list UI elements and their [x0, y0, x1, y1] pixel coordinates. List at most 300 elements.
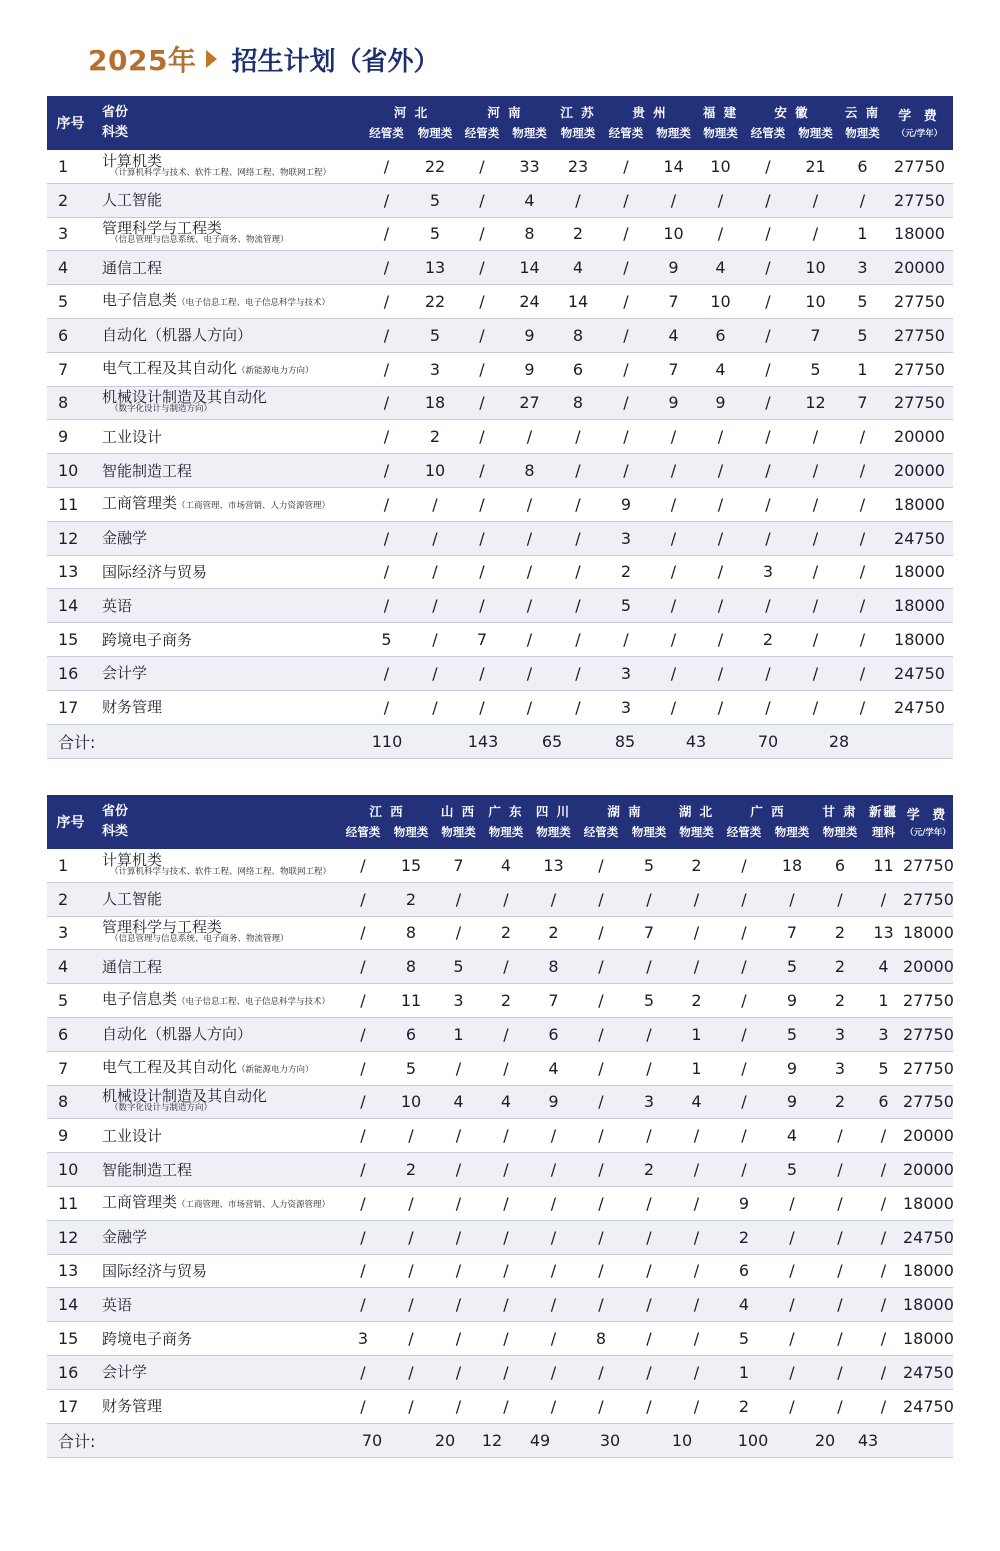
- total-value: 143: [467, 731, 499, 751]
- quota-cell: /: [768, 1288, 816, 1322]
- quota-cell: /: [697, 217, 744, 251]
- quota-cell: 4: [650, 318, 697, 352]
- quota-cell: /: [673, 1355, 720, 1389]
- row-fee: 24750: [886, 521, 953, 555]
- header-kind: 物理类: [703, 126, 738, 140]
- table-row: [47, 690, 953, 724]
- quota-cell: 6: [387, 1017, 435, 1051]
- row-seq: 14: [47, 589, 94, 623]
- subject-name: 电气工程及其自动化: [102, 1057, 238, 1076]
- quota-cell: 2: [625, 1153, 673, 1187]
- subject-name: 跨境电子商务: [102, 1329, 193, 1348]
- header-province-label: 省份: [102, 804, 129, 819]
- row-fee: 20000: [903, 1119, 953, 1153]
- quota-cell: /: [864, 1254, 903, 1288]
- quota-cell: /: [744, 183, 792, 217]
- quota-cell: /: [505, 555, 554, 589]
- quota-cell: /: [435, 916, 482, 950]
- subject-name: 电气工程及其自动化: [102, 358, 238, 377]
- header-col-5: [602, 96, 668, 150]
- quota-cell: /: [768, 1254, 816, 1288]
- quota-cell: /: [554, 487, 602, 521]
- quota-cell: /: [505, 690, 554, 724]
- quota-cell: 5: [362, 623, 411, 657]
- quota-cell: 3: [864, 1017, 903, 1051]
- quota-cell: /: [577, 1051, 625, 1085]
- quota-cell: /: [650, 555, 697, 589]
- quota-cell: 3: [625, 1085, 673, 1119]
- header-col-7: [697, 96, 744, 150]
- quota-cell: 2: [720, 1389, 768, 1423]
- quota-cell: /: [697, 555, 744, 589]
- total-value: 70: [757, 731, 779, 751]
- quota-cell: 3: [602, 656, 650, 690]
- row-fee: 20000: [886, 251, 953, 285]
- quota-cell: /: [339, 1355, 387, 1389]
- row-subject: [94, 1389, 339, 1423]
- quota-cell: /: [673, 1220, 720, 1254]
- header-province: 湖 南: [607, 804, 643, 819]
- header-seq: 序号: [47, 795, 94, 849]
- subject-name: 机械设计制造及其自动化: [102, 1087, 268, 1106]
- quota-cell: /: [435, 1220, 482, 1254]
- quota-cell: /: [459, 454, 505, 488]
- quota-cell: /: [720, 882, 768, 916]
- table-row: [47, 1153, 953, 1187]
- quota-cell: /: [625, 1186, 673, 1220]
- quota-cell: 10: [387, 1085, 435, 1119]
- header-kind: 物理类: [560, 126, 596, 140]
- quota-cell: /: [768, 1220, 816, 1254]
- header-province: 湖 北: [678, 804, 715, 819]
- quota-cell: /: [602, 386, 650, 420]
- header-kind: 经管类: [608, 126, 644, 140]
- quota-cell: /: [792, 183, 839, 217]
- quota-cell: /: [768, 1389, 816, 1423]
- header-category-label: 科类: [102, 125, 129, 140]
- header-kind: 物理类: [679, 825, 714, 839]
- row-subject: [94, 623, 362, 657]
- row-subject: [94, 1355, 339, 1389]
- quota-cell: /: [530, 1254, 577, 1288]
- quota-cell: 15: [387, 849, 435, 882]
- quota-cell: /: [339, 849, 387, 882]
- quota-cell: /: [554, 656, 602, 690]
- quota-cell: /: [482, 1322, 530, 1356]
- quota-cell: /: [650, 656, 697, 690]
- quota-cell: 22: [411, 285, 459, 319]
- quota-cell: /: [339, 1389, 387, 1423]
- row-seq: 12: [47, 1220, 94, 1254]
- quota-cell: 9: [697, 386, 744, 420]
- row-subject: [94, 1051, 339, 1085]
- row-fee: 27750: [903, 849, 953, 882]
- quota-cell: /: [792, 487, 839, 521]
- row-seq: 16: [47, 656, 94, 690]
- row-fee: 27750: [903, 1085, 953, 1119]
- quota-cell: 2: [673, 984, 720, 1018]
- header-col-4: [530, 795, 577, 849]
- row-subject: [94, 487, 362, 521]
- quota-cell: 5: [602, 589, 650, 623]
- quota-cell: 6: [530, 1017, 577, 1051]
- quota-cell: 2: [482, 984, 530, 1018]
- quota-cell: 4: [697, 352, 744, 386]
- enrollment-table-1: [47, 96, 953, 759]
- subject-name: 金融学: [102, 1228, 148, 1247]
- row-fee: 24750: [903, 1220, 953, 1254]
- row-seq: 13: [47, 555, 94, 589]
- header-province: 福 建: [702, 105, 739, 120]
- quota-cell: /: [459, 217, 505, 251]
- quota-cell: /: [435, 1186, 482, 1220]
- quota-cell: 2: [744, 623, 792, 657]
- quota-cell: /: [482, 1119, 530, 1153]
- quota-cell: 9: [602, 487, 650, 521]
- quota-cell: /: [554, 521, 602, 555]
- quota-cell: 1: [673, 1051, 720, 1085]
- header-kind: 物理类: [393, 825, 429, 839]
- quota-cell: /: [362, 217, 411, 251]
- quota-cell: 10: [411, 454, 459, 488]
- quota-cell: /: [602, 183, 650, 217]
- row-subject: [94, 420, 362, 454]
- row-seq: 5: [47, 285, 94, 319]
- quota-cell: 4: [435, 1085, 482, 1119]
- quota-cell: 11: [387, 984, 435, 1018]
- quota-cell: /: [362, 487, 411, 521]
- header-province: 云 南: [844, 105, 881, 120]
- quota-cell: /: [411, 690, 459, 724]
- quota-cell: /: [411, 623, 459, 657]
- quota-cell: /: [577, 1085, 625, 1119]
- header-subject: [94, 96, 362, 150]
- row-seq: 6: [47, 1017, 94, 1051]
- quota-cell: 2: [720, 1220, 768, 1254]
- quota-cell: 5: [720, 1322, 768, 1356]
- header-col-5: [577, 795, 643, 849]
- quota-cell: /: [339, 950, 387, 984]
- quota-cell: 4: [697, 251, 744, 285]
- subject-name: 金融学: [102, 529, 148, 548]
- quota-cell: /: [625, 1355, 673, 1389]
- quota-cell: /: [362, 150, 411, 183]
- quota-cell: /: [744, 318, 792, 352]
- quota-cell: /: [697, 183, 744, 217]
- quota-cell: 2: [387, 882, 435, 916]
- row-seq: 10: [47, 454, 94, 488]
- quota-cell: 3: [435, 984, 482, 1018]
- quota-cell: /: [362, 285, 411, 319]
- subject-name: 会计学: [102, 664, 148, 683]
- quota-cell: /: [744, 690, 792, 724]
- header-kind: 物理类: [774, 825, 810, 839]
- quota-cell: 3: [602, 521, 650, 555]
- quota-cell: /: [768, 1322, 816, 1356]
- page-title: [88, 38, 439, 80]
- quota-cell: 2: [673, 849, 720, 882]
- row-fee: 18000: [903, 1186, 953, 1220]
- header-province: 山 西: [440, 804, 477, 819]
- header-province: 江 西: [369, 804, 405, 819]
- quota-cell: 8: [577, 1322, 625, 1356]
- quota-cell: /: [650, 420, 697, 454]
- title-text: 招生计划（省外）: [231, 46, 440, 77]
- table-row: [47, 1355, 953, 1389]
- row-seq: 9: [47, 1119, 94, 1153]
- row-fee: 18000: [903, 1288, 953, 1322]
- quota-cell: /: [362, 656, 411, 690]
- quota-cell: /: [362, 555, 411, 589]
- row-subject: [94, 984, 339, 1018]
- quota-cell: /: [697, 420, 744, 454]
- quota-cell: /: [816, 1254, 864, 1288]
- header-subject: [94, 795, 339, 849]
- quota-cell: /: [435, 1355, 482, 1389]
- quota-cell: /: [602, 217, 650, 251]
- quota-cell: /: [602, 285, 650, 319]
- row-subject: [94, 690, 362, 724]
- quota-cell: /: [339, 1220, 387, 1254]
- quota-cell: /: [387, 1186, 435, 1220]
- quota-cell: /: [505, 521, 554, 555]
- quota-cell: /: [459, 555, 505, 589]
- quota-cell: /: [482, 950, 530, 984]
- quota-cell: /: [650, 589, 697, 623]
- quota-cell: 8: [505, 217, 554, 251]
- header-province: 江 苏: [560, 105, 596, 120]
- quota-cell: 22: [411, 150, 459, 183]
- quota-cell: 9: [650, 251, 697, 285]
- quota-cell: 10: [792, 285, 839, 319]
- quota-cell: /: [625, 1017, 673, 1051]
- quota-cell: 4: [720, 1288, 768, 1322]
- row-subject: [94, 1254, 339, 1288]
- quota-cell: 9: [650, 386, 697, 420]
- quota-cell: 3: [602, 690, 650, 724]
- subject-note: （数字化设计与制造方向）: [110, 1103, 213, 1114]
- quota-cell: /: [625, 1288, 673, 1322]
- quota-cell: /: [530, 1119, 577, 1153]
- quota-cell: /: [816, 1186, 864, 1220]
- row-fee: 27750: [903, 984, 953, 1018]
- quota-cell: /: [625, 1389, 673, 1423]
- quota-cell: /: [459, 251, 505, 285]
- quota-cell: /: [339, 1254, 387, 1288]
- quota-cell: /: [339, 1153, 387, 1187]
- row-fee: 18000: [886, 555, 953, 589]
- header-category-label: 科类: [102, 824, 129, 839]
- table-row: [47, 217, 953, 251]
- quota-cell: /: [602, 623, 650, 657]
- header-kind: 物理类: [798, 126, 833, 140]
- header-province: 河 南: [487, 105, 523, 120]
- quota-cell: /: [673, 1288, 720, 1322]
- quota-cell: /: [339, 1119, 387, 1153]
- subject-name: 英语: [102, 1295, 133, 1314]
- quota-cell: 24: [505, 285, 554, 319]
- quota-cell: /: [864, 1186, 903, 1220]
- header-fee-label: 学 费: [898, 109, 941, 124]
- total-label: 合计:: [47, 1423, 339, 1457]
- subject-note: （工商管理、市场营销、人力资源管理）: [177, 500, 331, 511]
- header-kind: 理科: [872, 825, 895, 839]
- quota-cell: /: [602, 251, 650, 285]
- quota-cell: /: [697, 623, 744, 657]
- quota-cell: 6: [720, 1254, 768, 1288]
- quota-cell: /: [602, 454, 650, 488]
- subject-name: 国际经济与贸易: [102, 1261, 208, 1280]
- row-seq: 13: [47, 1254, 94, 1288]
- quota-cell: /: [339, 1017, 387, 1051]
- row-subject: [94, 521, 362, 555]
- quota-cell: 14: [650, 150, 697, 183]
- quota-cell: /: [482, 882, 530, 916]
- subject-name: 工商管理类: [102, 1192, 178, 1211]
- total-label: 合计:: [47, 724, 362, 758]
- row-fee: 27750: [903, 882, 953, 916]
- quota-cell: /: [839, 454, 886, 488]
- quota-cell: /: [554, 420, 602, 454]
- quota-cell: /: [459, 352, 505, 386]
- quota-cell: 3: [816, 1051, 864, 1085]
- quota-cell: /: [768, 1186, 816, 1220]
- quota-cell: /: [459, 285, 505, 319]
- header-kind: 经管类: [726, 825, 762, 839]
- quota-cell: /: [673, 1153, 720, 1187]
- quota-cell: /: [792, 454, 839, 488]
- header-province: 河 北: [393, 105, 430, 120]
- quota-cell: /: [650, 521, 697, 555]
- quota-cell: /: [816, 1119, 864, 1153]
- quota-cell: /: [387, 1355, 435, 1389]
- header-col-2: [459, 96, 523, 150]
- row-seq: 2: [47, 882, 94, 916]
- quota-cell: /: [482, 1017, 530, 1051]
- quota-cell: 5: [387, 1051, 435, 1085]
- row-subject: [94, 352, 362, 386]
- quota-cell: 4: [673, 1085, 720, 1119]
- total-value: 65: [541, 731, 563, 751]
- quota-cell: 6: [697, 318, 744, 352]
- row-subject: [94, 251, 362, 285]
- quota-cell: /: [744, 454, 792, 488]
- quota-cell: 4: [768, 1119, 816, 1153]
- quota-cell: /: [482, 1389, 530, 1423]
- quota-cell: /: [577, 1017, 625, 1051]
- row-seq: 15: [47, 1322, 94, 1356]
- quota-cell: /: [339, 984, 387, 1018]
- header-seq: 序号: [47, 96, 94, 150]
- row-fee: 18000: [886, 487, 953, 521]
- total-value: 110: [371, 731, 403, 751]
- quota-cell: 27: [505, 386, 554, 420]
- quota-cell: /: [744, 251, 792, 285]
- row-seq: 11: [47, 487, 94, 521]
- subject-name: 财务管理: [102, 1397, 163, 1416]
- subject-name: 自动化（机器人方向）: [102, 326, 253, 345]
- row-seq: 5: [47, 984, 94, 1018]
- total-row: [47, 724, 953, 758]
- quota-cell: /: [720, 1051, 768, 1085]
- row-subject: [94, 386, 362, 420]
- row-fee: 27750: [886, 386, 953, 420]
- header-kind: 物理类: [822, 825, 858, 839]
- header-province: 贵 州: [632, 105, 668, 120]
- quota-cell: /: [625, 1322, 673, 1356]
- table-row: [47, 1254, 953, 1288]
- row-subject: [94, 916, 339, 950]
- quota-cell: /: [459, 318, 505, 352]
- quota-cell: /: [577, 950, 625, 984]
- table-row: [47, 1051, 953, 1085]
- quota-cell: /: [530, 882, 577, 916]
- quota-cell: 4: [505, 183, 554, 217]
- total-value: 43: [685, 731, 707, 751]
- quota-cell: /: [387, 1288, 435, 1322]
- quota-cell: /: [792, 420, 839, 454]
- subject-name: 通信工程: [102, 957, 163, 976]
- row-seq: 14: [47, 1288, 94, 1322]
- row-fee: 27750: [886, 150, 953, 183]
- quota-cell: /: [339, 882, 387, 916]
- quota-cell: /: [864, 1220, 903, 1254]
- quota-cell: /: [530, 1153, 577, 1187]
- subject-name: 电子信息类: [102, 990, 178, 1009]
- quota-cell: /: [864, 1288, 903, 1322]
- total-value: 20: [814, 1430, 836, 1450]
- quota-cell: 7: [625, 916, 673, 950]
- quota-cell: 2: [554, 217, 602, 251]
- header-col-4: [554, 96, 602, 150]
- quota-cell: /: [839, 487, 886, 521]
- header-kind: 经管类: [369, 126, 404, 140]
- quota-cell: /: [697, 487, 744, 521]
- table-row: [47, 656, 953, 690]
- quota-cell: 7: [839, 386, 886, 420]
- quota-cell: /: [577, 1254, 625, 1288]
- quota-cell: 6: [816, 849, 864, 882]
- row-subject: [94, 1186, 339, 1220]
- subject-note: （新能源电力方向）: [237, 365, 314, 376]
- quota-cell: 10: [792, 251, 839, 285]
- quota-cell: 7: [768, 916, 816, 950]
- table-row: [47, 521, 953, 555]
- quota-cell: 1: [720, 1355, 768, 1389]
- row-seq: 3: [47, 217, 94, 251]
- subject-name: 人工智能: [102, 890, 163, 909]
- header-province: 四 川: [535, 804, 572, 819]
- quota-cell: /: [816, 1355, 864, 1389]
- quota-cell: /: [816, 1389, 864, 1423]
- quota-cell: /: [625, 1220, 673, 1254]
- row-seq: 11: [47, 1186, 94, 1220]
- subject-name: 计算机类: [102, 151, 163, 170]
- quota-cell: /: [625, 882, 673, 916]
- quota-cell: /: [864, 1389, 903, 1423]
- table-row: [47, 623, 953, 657]
- subject-name: 计算机类: [102, 850, 163, 869]
- quota-cell: /: [577, 1186, 625, 1220]
- quota-cell: /: [864, 882, 903, 916]
- quota-cell: 1: [435, 1017, 482, 1051]
- header-col-3: [482, 795, 530, 849]
- header-fee-label: 学 费: [906, 808, 950, 823]
- quota-cell: /: [459, 183, 505, 217]
- quota-cell: 9: [768, 1085, 816, 1119]
- quota-cell: /: [816, 1288, 864, 1322]
- enrollment-table-2: [47, 795, 953, 1458]
